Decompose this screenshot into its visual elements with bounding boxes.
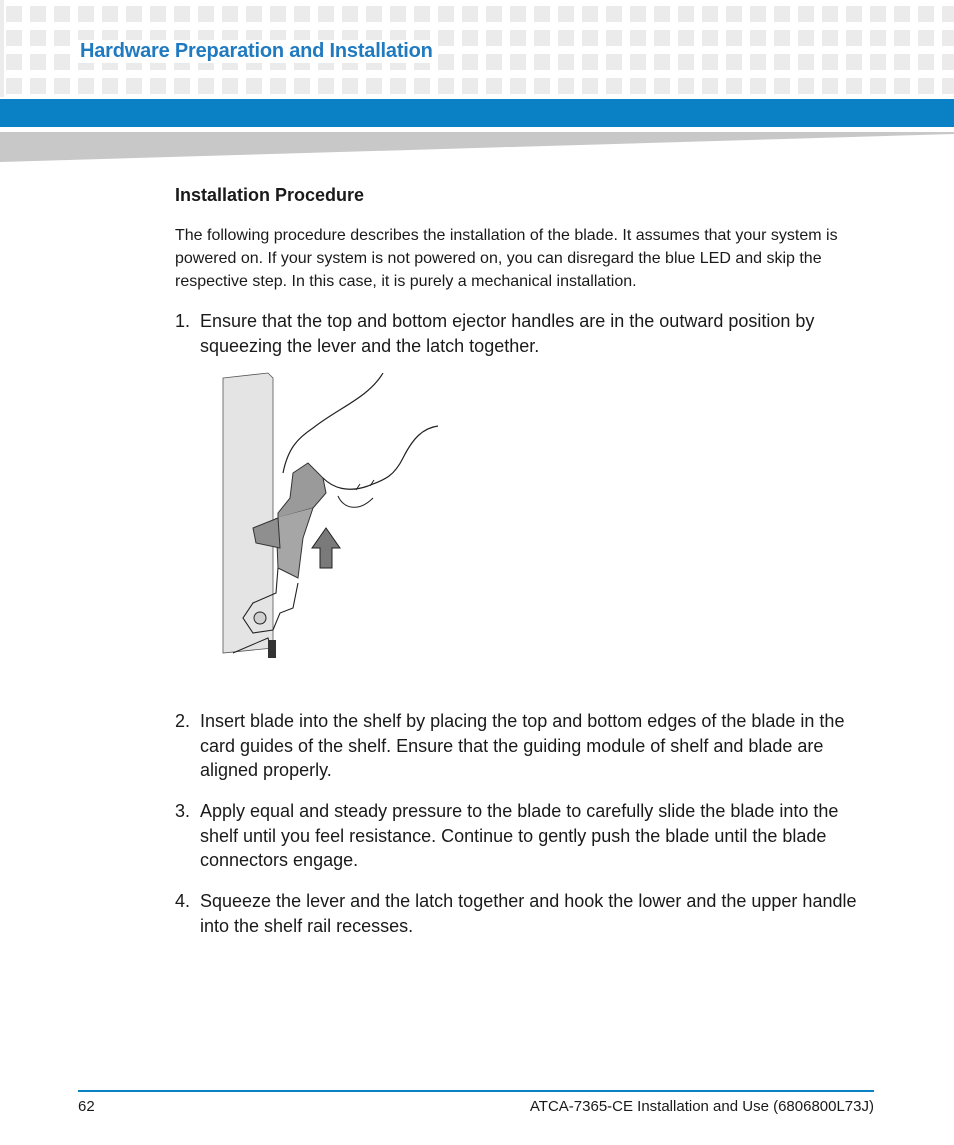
header-pattern-square xyxy=(726,78,742,94)
header-pattern-square xyxy=(846,54,862,70)
header-pattern-square xyxy=(798,6,814,22)
header-pattern-square xyxy=(630,54,646,70)
header-pattern-square xyxy=(438,6,454,22)
header-pattern-square xyxy=(798,54,814,70)
header-pattern-square xyxy=(318,78,334,94)
header-pattern-square xyxy=(870,6,886,22)
header-pattern-square xyxy=(846,30,862,46)
header-pattern-square xyxy=(54,54,70,70)
header-pattern-square xyxy=(918,78,934,94)
header-pattern-square xyxy=(894,30,910,46)
header-pattern-square xyxy=(30,54,46,70)
header-pattern-square xyxy=(822,6,838,22)
header-pattern-square xyxy=(534,30,550,46)
header-grey-wedge xyxy=(0,132,954,162)
header-pattern-square xyxy=(6,6,22,22)
header-pattern-square xyxy=(54,78,70,94)
hand-squeezing-ejector-handle-illustration xyxy=(218,368,448,668)
header-pattern-square xyxy=(102,6,118,22)
header-pattern-square xyxy=(510,6,526,22)
header-pattern-square xyxy=(822,78,838,94)
header-pattern-square xyxy=(822,54,838,70)
arrow-up-icon xyxy=(312,528,340,568)
step-1 xyxy=(175,309,875,358)
header-pattern-square xyxy=(126,78,142,94)
header-pattern-square xyxy=(678,54,694,70)
header-pattern-square xyxy=(126,6,142,22)
header-pattern-square xyxy=(462,30,478,46)
section-heading: Installation Procedure xyxy=(175,185,365,205)
header-pattern-square xyxy=(102,78,118,94)
header-pattern-square xyxy=(294,78,310,94)
header-pattern-square xyxy=(606,30,622,46)
header-pattern-square xyxy=(30,78,46,94)
header-pattern-square xyxy=(30,6,46,22)
header-pattern-square xyxy=(558,54,574,70)
header-pattern-square xyxy=(942,54,954,70)
step-number: 4. xyxy=(175,891,191,911)
header-pattern-square xyxy=(150,6,166,22)
header-pattern-square xyxy=(942,30,954,46)
header-pattern-square xyxy=(774,6,790,22)
header-pattern-square xyxy=(246,78,262,94)
header-pattern-square xyxy=(822,30,838,46)
header-pattern-square xyxy=(222,6,238,22)
header-pattern-square xyxy=(654,54,670,70)
header-pattern-square xyxy=(918,6,934,22)
header-pattern-square xyxy=(702,30,718,46)
header-pattern-square xyxy=(174,78,190,94)
footer-rule xyxy=(78,1090,874,1092)
header-pattern-square xyxy=(582,30,598,46)
header-pattern-square xyxy=(342,78,358,94)
header-pattern-square xyxy=(462,54,478,70)
header-pattern-square xyxy=(534,54,550,70)
header-pattern-square xyxy=(774,54,790,70)
header-pattern-square xyxy=(678,30,694,46)
header-pattern-square xyxy=(750,30,766,46)
header-pattern-square xyxy=(390,78,406,94)
header-pattern-square xyxy=(582,6,598,22)
header-pattern-square xyxy=(438,30,454,46)
header-pattern-square xyxy=(510,54,526,70)
header-pattern-square xyxy=(774,78,790,94)
header-pattern-square xyxy=(6,78,22,94)
step-text: Ensure that the top and bottom ejector handles are in the outward position by squeezing the lever and the latch together. xyxy=(200,311,815,356)
header-pattern-square xyxy=(606,78,622,94)
header-pattern-square xyxy=(606,54,622,70)
header-pattern-square xyxy=(414,6,430,22)
header-pattern-square xyxy=(486,78,502,94)
header-pattern-square xyxy=(918,54,934,70)
header-pattern-square xyxy=(78,6,94,22)
header-pattern-square xyxy=(270,78,286,94)
step-number: 2. xyxy=(175,711,191,731)
step-text: Squeeze the lever and the latch together and hook the lower and the upper handle into the shelf rail recesses. xyxy=(200,891,857,936)
header-pattern-square xyxy=(702,54,718,70)
header-pattern-square xyxy=(798,30,814,46)
header-pattern-square xyxy=(510,78,526,94)
header-pattern-square xyxy=(894,54,910,70)
header-pattern-square xyxy=(942,6,954,22)
header-pattern-square xyxy=(654,30,670,46)
header-pattern-square xyxy=(726,6,742,22)
header-pattern-square xyxy=(510,30,526,46)
header-pattern-square xyxy=(54,6,70,22)
header-pattern-square xyxy=(534,78,550,94)
header-pattern-square xyxy=(774,30,790,46)
chapter-title: Hardware Preparation and Installation xyxy=(80,40,433,62)
header-pattern-square xyxy=(366,6,382,22)
header-pattern-square xyxy=(798,78,814,94)
header-pattern-square xyxy=(750,54,766,70)
step-3 xyxy=(175,799,875,873)
header-pattern-square xyxy=(486,54,502,70)
header-pattern-square xyxy=(558,78,574,94)
header-pattern-square xyxy=(318,6,334,22)
header-pattern-square xyxy=(582,54,598,70)
header-pattern-square xyxy=(294,6,310,22)
header-pattern-square xyxy=(678,78,694,94)
step-text: Apply equal and steady pressure to the blade to carefully slide the blade into the shelf until you feel resistance. Continue to gently push the blade until the blade connectors engage. xyxy=(200,801,839,870)
header-pattern-square xyxy=(606,6,622,22)
header-pattern-square xyxy=(342,6,358,22)
header-pattern-square xyxy=(534,6,550,22)
header-pattern-square xyxy=(582,78,598,94)
header-pattern-square xyxy=(870,30,886,46)
header-pattern-square xyxy=(222,78,238,94)
header-pattern-square xyxy=(702,6,718,22)
step-text: Insert blade into the shelf by placing the top and bottom edges of the blade in the card guides of the shelf. Ensure that the guiding module of shelf and blade are aligned properly. xyxy=(200,711,845,780)
ejector-handle xyxy=(278,463,326,518)
step-number: 1. xyxy=(175,311,191,331)
header-pattern-square xyxy=(870,78,886,94)
header-pattern-square xyxy=(150,78,166,94)
header-pattern-square xyxy=(198,78,214,94)
header-pattern-square xyxy=(30,30,46,46)
header-pattern-square xyxy=(174,6,190,22)
header-pattern-square xyxy=(414,78,430,94)
header-pattern-square xyxy=(390,6,406,22)
page-number: 62 xyxy=(78,1098,95,1115)
header-pattern-square xyxy=(630,6,646,22)
header-accent-bar xyxy=(0,99,954,127)
header-pattern-square xyxy=(486,30,502,46)
header-pattern-square xyxy=(558,30,574,46)
header-pattern-square xyxy=(654,6,670,22)
header-pattern-square xyxy=(78,78,94,94)
header-pattern-square xyxy=(366,78,382,94)
step-2 xyxy=(175,709,875,783)
header-pattern-square xyxy=(846,6,862,22)
header-pattern-square xyxy=(654,78,670,94)
header-pattern-square xyxy=(6,30,22,46)
header-pattern-square xyxy=(726,54,742,70)
header-pattern-square xyxy=(462,78,478,94)
header-pattern-square xyxy=(726,30,742,46)
document-title: ATCA-7365-CE Installation and Use (6806800L73J) xyxy=(529,1098,874,1115)
header-pattern-square xyxy=(438,54,454,70)
header-pattern-square xyxy=(6,54,22,70)
header-pattern-square xyxy=(894,6,910,22)
header-pattern-square xyxy=(198,6,214,22)
header-pattern-square xyxy=(678,6,694,22)
step-number: 3. xyxy=(175,801,191,821)
header-pattern-square xyxy=(750,78,766,94)
header-pattern-square xyxy=(894,78,910,94)
header-pattern-square xyxy=(846,78,862,94)
header-pattern-square xyxy=(558,6,574,22)
header-pattern-square xyxy=(630,78,646,94)
header-pattern-square xyxy=(462,6,478,22)
hand-outline xyxy=(283,373,383,473)
header-pattern-square xyxy=(870,54,886,70)
header-pattern-square xyxy=(246,6,262,22)
header-pattern-square xyxy=(702,78,718,94)
header-pattern-square xyxy=(54,30,70,46)
header-pattern-square xyxy=(486,6,502,22)
intro-paragraph: The following procedure describes the installation of the blade. It assumes that your system is powered on. If your system is not powered on, you can disregard the blue LED and skip the respective step. In this case, it is purely a mechanical installation. xyxy=(175,227,838,290)
header-pattern-square xyxy=(630,30,646,46)
step-4 xyxy=(175,889,875,938)
header-pattern-square xyxy=(270,6,286,22)
header-pattern-square xyxy=(438,78,454,94)
header-pattern-square xyxy=(942,78,954,94)
header-pattern-square xyxy=(750,6,766,22)
header-pattern-square xyxy=(918,30,934,46)
